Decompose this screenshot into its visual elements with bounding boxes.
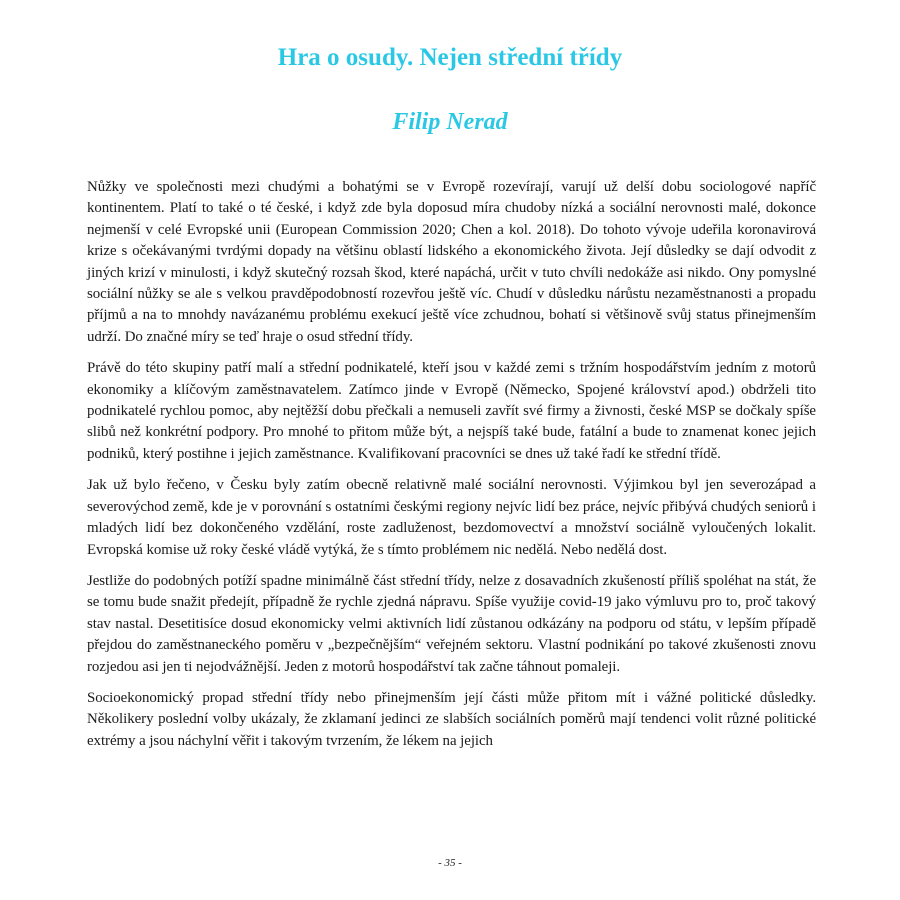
paragraph: Jak už bylo řečeno, v Česku byly zatím obecně relativně malé sociální nerovnosti. Výjimkou byl jen severozápad a severovýchod země, kde je v porovnání s ostatními českými regiony nejvíc lidí bez práce, nejvíc přibývá chudých seniorů i mladých lidí bez dokončeného vzdělání, roste zadluženost, bezdomovectví a množství sociálně vyloučených lokalit. Evropská komise už roky české vládě vytýká, že s tímto problémem nic nedělá. Nebo nedělá dost. [87, 477, 816, 558]
article-title: Hra o osudy. Nejen střední třídy [277, 44, 623, 71]
paragraph: Nůžky ve společnosti mezi chudými a bohatými se v Evropě rozevírají, varují už delší dobu sociologové napříč kontinentem. Platí to také o té české, i když zde byla doposud míra chudoby nízká a sociální nerovnosti malé, dokonce nejmenší v celé Evropské unii (European Commission 2020; Chen a kol. 2018). Do tohoto vývoje udeřila koronavirová krize s očekávanými tvrdými dopady na většinu oblastí lidského a ekonomického života. Její důsledky se dají odvodit z jiných krizí v minulosti, i když skutečný rozsah škod, které napáchá, určit v tuto chvíli nedokáže asi nikdo. Ony pomyslné sociální nůžky se ale s velkou pravděpodobností rozevřou ještě víc. Chudí v důsledku nárůstu nezaměstnanosti a propadu příjmů a na to mnohdy navázanému problému exekucí ještě více zchudnou, bohatí si většinově svůj status přinejmenším udrží. Do značné míry se teď hraje o osud střední třídy. [87, 179, 816, 345]
paragraph: Socioekonomický propad střední třídy nebo přinejmenším její části může přitom mít i vážné politické důsledky. Několikery poslední volby ukázaly, že zklamaní jedinci ze slabších sociálních poměrů mají tendenci volit různé politické extrémy a jsou náchylní věřit i takovým tvrzením, že lékem na jejich [87, 689, 816, 749]
article-body [87, 177, 816, 762]
paragraph: Právě do této skupiny patří malí a střední podnikatelé, kteří jsou v každé zemi s tržním hospodářstvím jedním z motorů ekonomiky a klíčovým zaměstnavatelem. Zatímco jinde v Evropě (Německo, Spojené království apod.) obdrželi tito podnikatelé rychlou pomoc, aby nejtěžší dobu přečkali a nemuseli zavřít své firmy a živnosti, české MSP se dočkaly spíše slibů než konkrétní podpory. Pro mnohé to přitom může být, a nejspíš také bude, fatální a bude to znamenat konec jejich podniků, který postihne i jejich zaměstnance. Kvalifikovaní pracovníci se dnes už také řadí ke střední třídě. [87, 360, 816, 462]
paragraph: Jestliže do podobných potíží spadne minimálně část střední třídy, nelze z dosavadních zkušeností příliš spoléhat na stát, že se tomu bude snažit předejít, případně že rychle zjedná nápravu. Spíše využije covid-19 jako výmluvu pro to, proč takový stav nastal. Desetitisíce dosud ekonomicky velmi aktivních lidí zůstanou odkázány na podporu od státu, v lepším případě přejdou do zaměstnaneckého poměru v „bezpečnějším“ veřejném sektoru. Vlastní podnikání po takové zkušenosti znovu rozjedou asi jen ti nejodvážnější. Jeden z motorů hospodářství tak začne táhnout pomaleji. [87, 572, 816, 675]
article-author: Filip Nerad [392, 109, 508, 135]
page-number: - 35 - [438, 857, 462, 869]
